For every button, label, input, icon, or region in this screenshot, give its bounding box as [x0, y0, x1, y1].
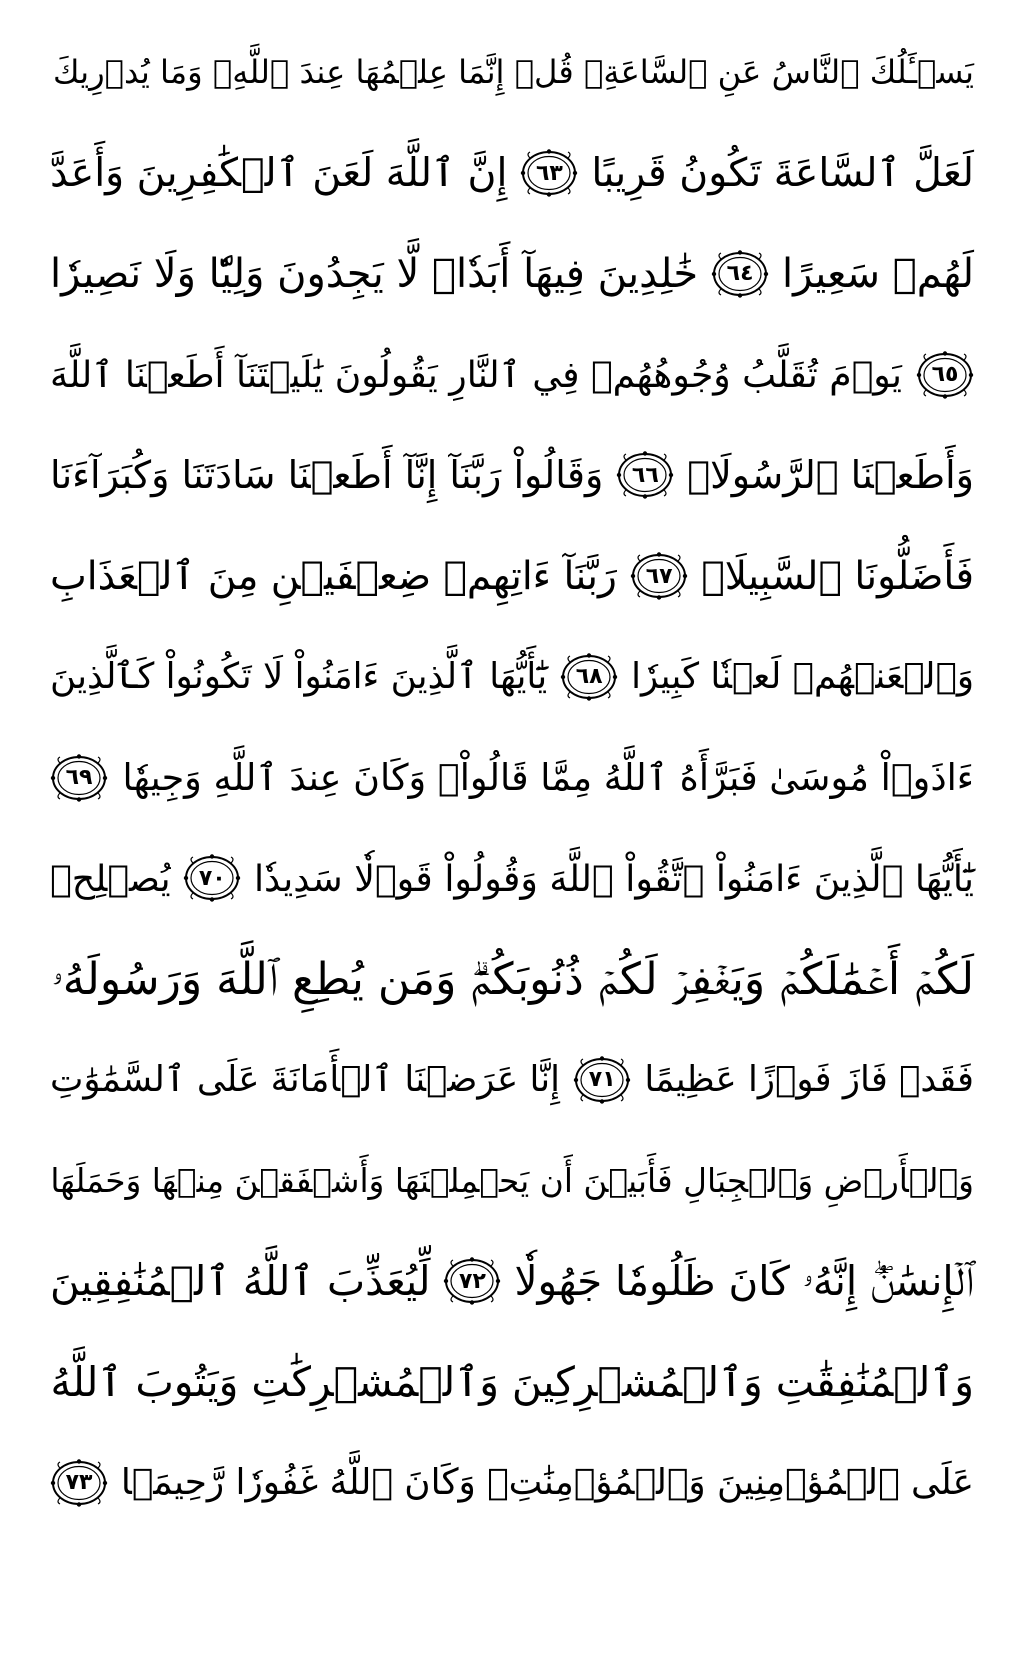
text-line: [50, 123, 974, 224]
verse-text: وَٱلۡمُنَٰفِقَٰتِ وَٱلۡمُشۡرِكِينَ وَٱلۡمُشۡرِكَٰتِ وَيَتُوبَ ٱللَّهُ: [50, 1358, 974, 1407]
ayah-number: ٧١: [588, 1067, 616, 1093]
text-line: [50, 526, 974, 627]
ayah-number-marker: [520, 148, 578, 198]
ayah-number: ٧٠: [198, 865, 226, 891]
verse-text: يَٰٓأَيُّهَا ٱلَّذِينَ ءَامَنُواْ ٱتَّقُواْ ٱللَّهَ وَقُولُواْ قَوۡلٗا سَدِيدٗا: [253, 856, 974, 900]
ayah-number-marker: [443, 1256, 501, 1306]
verse-text: لَهُمۡ سَعِيرًا: [781, 250, 974, 297]
quran-page: [50, 22, 974, 1634]
ayah-number-marker: [183, 853, 241, 903]
text-line: [50, 929, 974, 1030]
text-line: [50, 1130, 974, 1231]
verse-text: إِنَّا عَرَضۡنَا ٱلۡأَمَانَةَ عَلَى ٱلسَّمَٰوَٰتِ: [50, 1059, 561, 1101]
text-line: [50, 1030, 974, 1131]
ayah-number: ٦٧: [645, 563, 673, 589]
verse-text: وَقَالُواْ رَبَّنَآ إِنَّآ أَطَعۡنَا سَادَتَنَا وَكُبَرَآءَنَا: [50, 453, 604, 498]
text-line: [50, 425, 974, 526]
text-line: [50, 22, 974, 123]
verse-text: يَسۡـَٔلُكَ ٱلنَّاسُ عَنِ ٱلسَّاعَةِۖ قُلۡ إِنَّمَا عِلۡمُهَا عِندَ ٱللَّهِۚ وَمَا يُدۡرِيكَ: [53, 53, 974, 92]
ayah-number: ٧٣: [65, 1470, 93, 1496]
ayah-number-marker: [711, 249, 769, 299]
text-line: [50, 828, 974, 929]
verse-text: ٱلۡإِنسَٰنُۖ إِنَّهُۥ كَانَ ظَلُومٗا جَهُولٗا: [514, 1256, 974, 1305]
verse-text: عَلَى ٱلۡمُؤۡمِنِينَ وَٱلۡمُؤۡمِنَٰتِۗ وَكَانَ ٱللَّهُ غَفُورٗا رَّحِيمَۢا: [120, 1462, 974, 1504]
ayah-number: ٧٢: [459, 1268, 486, 1294]
verse-text: لَعَلَّ ٱلسَّاعَةَ تَكُونُ قَرِيبًا: [591, 150, 974, 197]
verse-text: ءَاذَوۡاْ مُوسَىٰ فَبَرَّأَهُ ٱللَّهُ مِمَّا قَالُواْۚ وَكَانَ عِندَ ٱللَّهِ وَجِيهٗا: [122, 756, 974, 800]
text-line: [50, 727, 974, 828]
ayah-number: ٦٣: [535, 160, 563, 186]
verse-text: لَكُمۡ أَعۡمَٰلَكُمۡ وَيَغۡفِرۡ لَكُمۡ ذُنُوبَكُمۡۗ وَمَن يُطِعِ ٱللَّهَ وَرَسُولَهُۥ: [51, 953, 974, 1005]
verse-text: وَٱلۡعَنۡهُمۡ لَعۡنٗا كَبِيرٗا: [631, 656, 974, 698]
ayah-number-marker: [50, 753, 108, 803]
verse-text: رَبَّنَآ ءَاتِهِمۡ ضِعۡفَيۡنِ مِنَ ٱلۡعَذَابِ: [50, 553, 617, 599]
ayah-number: ٦٨: [575, 664, 603, 690]
text-line: [50, 1332, 974, 1433]
verse-text: فَأَضَلُّونَا ٱلسَّبِيلَا۠: [701, 553, 974, 599]
text-line: [50, 324, 974, 425]
text-line: [50, 627, 974, 728]
verse-text: فَقَدۡ فَازَ فَوۡزًا عَظِيمًا: [644, 1059, 974, 1101]
ayah-number: ٦٩: [65, 765, 93, 791]
ayah-number-marker: [560, 652, 618, 702]
verse-text: وَأَطَعۡنَا ٱلرَّسُولَا۠: [687, 453, 974, 498]
verse-text: يَوۡمَ تُقَلَّبُ وُجُوهُهُمۡ فِي ٱلنَّارِ يَقُولُونَ يَٰلَيۡتَنَآ أَطَعۡنَا ٱللَّهَ: [50, 353, 902, 396]
verse-text: لِّيُعَذِّبَ ٱللَّهُ ٱلۡمُنَٰفِقِينَ: [50, 1257, 431, 1306]
verse-text: إِنَّ ٱللَّهَ لَعَنَ ٱلۡكَٰفِرِينَ وَأَعَدَّ: [50, 150, 508, 197]
ayah-number: ٦٥: [931, 362, 959, 388]
ayah-number-marker: [616, 450, 674, 500]
text-line: [50, 224, 974, 325]
verse-text: خَٰلِدِينَ فِيهَآ أَبَدٗاۖ لَّا يَجِدُونَ وَلِيّٗا وَلَا نَصِيرٗا: [50, 250, 699, 297]
verse-text: وَٱلۡأَرۡضِ وَٱلۡجِبَالِ فَأَبَيۡنَ أَن يَحۡمِلۡنَهَا وَأَشۡفَقۡنَ مِنۡهَا وَحَمَلَهَا: [50, 1161, 974, 1200]
ayah-number-marker: [630, 551, 688, 601]
verse-text: يَٰٓأَيُّهَا ٱلَّذِينَ ءَامَنُواْ لَا تَكُونُواْ كَٱلَّذِينَ: [50, 656, 548, 698]
ayah-number-marker: [573, 1055, 631, 1105]
ayah-number-marker: [916, 350, 974, 400]
text-line: [50, 1231, 974, 1332]
verse-text: يُصۡلِحۡ: [50, 856, 171, 900]
ayah-number-marker: [50, 1458, 108, 1508]
text-line: [50, 1433, 974, 1534]
ayah-number: ٦٤: [726, 261, 754, 287]
ayah-number: ٦٦: [631, 462, 659, 488]
